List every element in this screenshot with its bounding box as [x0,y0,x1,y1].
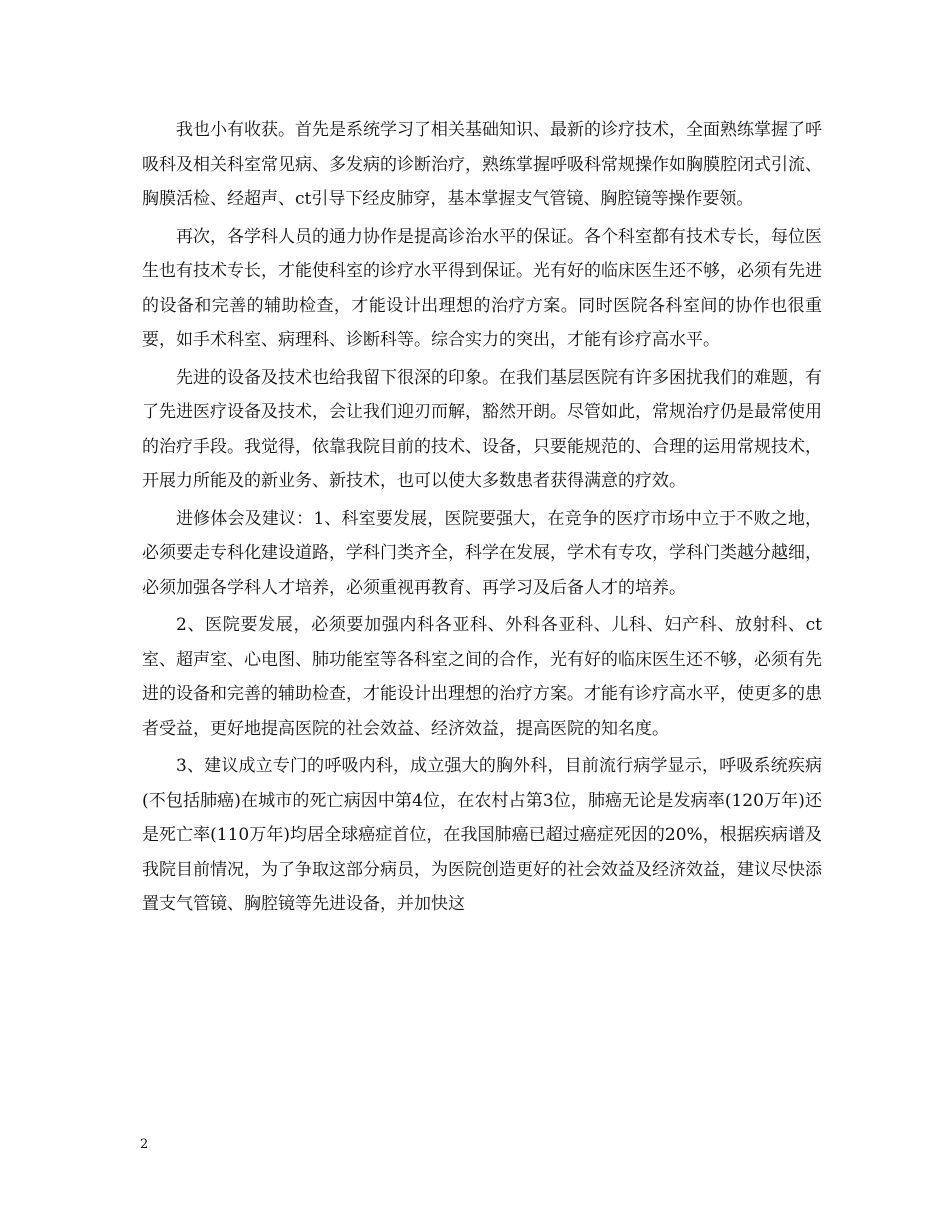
page-number: 2 [140,1137,149,1152]
body-text [142,113,822,925]
paragraph-6: 3、建议成立专门的呼吸内科，成立强大的胸外科，目前流行病学显示，呼吸系统疾病(不包括肺癌)在城市的死亡病因中第4位，在农村占第3位，肺癌无论是发病率(120万年)还是死亡率(110万年)均居全球癌症首位，在我国肺癌已超过癌症死因的20%，根据疾病谱及我院目前情况，为了争取这部分病员，为医院创造更好的社会效益及经济效益，建议尽快添置支气管镜、胸腔镜等先进设备，并加快这 [142,756,822,914]
paragraph-3: 先进的设备及技术也给我留下很深的印象。在我们基层医院有许多困扰我们的难题，有了先进医疗设备及技术，会让我们迎刃而解，豁然开朗。尽管如此，常规治疗仍是最常使用的治疗手段。我觉得，依靠我院目前的技术、设备，只要能规范的、合理的运用常规技术，开展力所能及的新业务、新技术，也可以使大多数患者获得满意的疗效。 [142,367,822,491]
paragraph-4: 进修体会及建议：1、科室要发展，医院要强大，在竞争的医疗市场中立于不败之地，必须要走专科化建设道路，学科门类齐全，科学在发展，学术有专攻，学科门类越分越细，必须加强各学科人才培养，必须重视再教育、再学习及后备人才的培养。 [142,508,822,598]
paragraph-2: 再次，各学科人员的通力协作是提高诊治水平的保证。各个科室都有技术专长，每位医生也有技术专长，才能使科室的诊疗水平得到保证。光有好的临床医生还不够，必须有先进的设备和完善的辅助检查，才能设计出理想的治疗方案。同时医院各科室间的协作也很重要，如手术科室、病理科、诊断科等。综合实力的突出，才能有诊疗高水平。 [142,226,822,350]
paragraph-1: 我也小有收获。首先是系统学习了相关基础知识、最新的诊疗技术，全面熟练掌握了呼吸科及相关科室常见病、多发病的诊断治疗，熟练掌握呼吸科常规操作如胸膜腔闭式引流、胸膜活检、经超声、ct引导下经皮肺穿，基本掌握支气管镜、胸腔镜等操作要领。 [142,120,822,209]
paragraph-5: 2、医院要发展，必须要加强内科各亚科、外科各亚科、儿科、妇产科、放射科、ct室、超声室、心电图、肺功能室等各科室之间的合作，光有好的临床医生还不够，必须有先进的设备和完善的辅助检查，才能设计出理想的治疗方案。才能有诊疗高水平，使更多的患者受益，更好地提高医院的社会效益、经济效益，提高医院的知名度。 [142,615,822,739]
